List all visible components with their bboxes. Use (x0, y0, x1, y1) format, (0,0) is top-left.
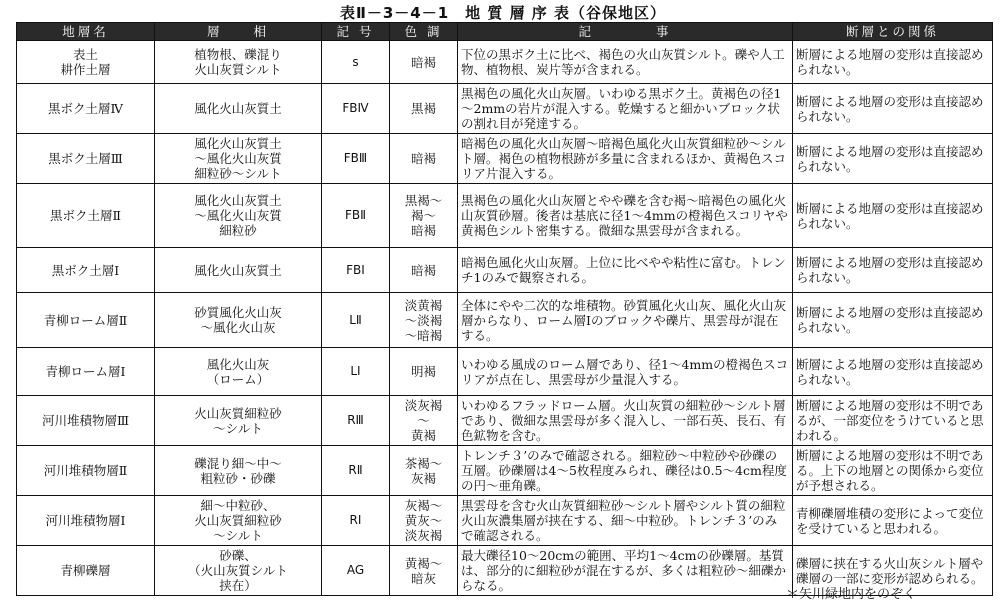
layer-fault: 断層による地層の変形は不明である。上下の地層との関係から変位が予想される。 (793, 446, 993, 496)
table-row (17, 248, 993, 293)
table-row (17, 396, 993, 446)
table-row (17, 41, 993, 84)
table-title: 表Ⅱ－3－4－1 地 質 層 序 表（谷保地区） (339, 4, 667, 22)
layer-fault: 断層による地層の変形は直接認められない。 (793, 184, 993, 248)
layer-name: 青柳ローム層Ⅰ (17, 348, 155, 396)
layer-facies: 植物根、礫混り 火山灰質シルト (155, 41, 322, 84)
layer-symbol: RⅡ (322, 446, 390, 496)
table-row (17, 293, 993, 348)
layer-color: 淡灰褐 ～ 黄褐 (390, 396, 458, 446)
header-color: 色 調 (390, 23, 458, 41)
layer-symbol: FBⅡ (322, 184, 390, 248)
layer-symbol: LⅡ (322, 293, 390, 348)
header-symbol: 記 号 (322, 23, 390, 41)
layer-symbol: RⅢ (322, 396, 390, 446)
layer-description: 黒褐色の風化火山灰層とやや礫を含む褐～暗褐色の風化火山灰質砂層。後者は基底に径1～4mmの橙褐色スコリヤや黄褐色シルト密集する。微細な黒雲母が含まれる。 (458, 184, 793, 248)
layer-symbol: FBⅣ (322, 84, 390, 134)
layer-name: 青柳ローム層Ⅱ (17, 293, 155, 348)
layer-fault: 青柳礫層堆積の変形によって変位を受けていると思われる。 (793, 496, 993, 546)
layer-description: 暗褐色風化火山灰層。上位に比べやや粘性に富む。トレンチ1のみで観察される。 (458, 248, 793, 293)
layer-color: 暗褐 (390, 41, 458, 84)
layer-name: 青柳礫層 (17, 546, 155, 596)
header-row (17, 23, 993, 41)
layer-facies: 砂質風化火山灰 ～風化火山灰 (155, 293, 322, 348)
table-row (17, 446, 993, 496)
layer-color: 灰褐～ 黄灰～ 淡灰褐 (390, 496, 458, 546)
layer-fault: 断層による地層の変形は直接認められない。 (793, 84, 993, 134)
footnote: ＊矢川緑地内をのぞく (785, 587, 916, 602)
table-row (17, 496, 993, 546)
table-row (17, 348, 993, 396)
layer-color: 淡黄褐 ～淡褐 ～暗褐 (390, 293, 458, 348)
layer-description: 黒褐色の風化火山灰層。いわゆる黒ボク土。黄褐色の径1～2mmの岩片が混入する。乾燥すると細かいブロック状の割れ目が発達する。 (458, 84, 793, 134)
layer-name: 表土 耕作土層 (17, 41, 155, 84)
layer-fault: 断層による地層の変形は直接認められない。 (793, 248, 993, 293)
layer-name: 河川堆積物層Ⅰ (17, 496, 155, 546)
layer-description: 暗褐色の風化火山灰層～暗褐色風化火山灰質細粒砂～シルト層。褐色の植物根跡が多量に含まれるほか、黄褐色スコリア片混入する。 (458, 134, 793, 184)
layer-symbol: RⅠ (322, 496, 390, 546)
layer-description: 全体にやや二次的な堆積物。砂質風化火山灰、風化火山灰層からなり、ローム層Ⅰのブロックや礫片、黒雲母が混在する。 (458, 293, 793, 348)
layer-description: 黒雲母を含む火山灰質細粒砂～シルト層やシルト質の細粒火山灰濃集層が挟在する、細～中粒砂。トレンチ３’のみで確認される。 (458, 496, 793, 546)
layer-description: いわゆる風成のローム層であり、径1～4mmの橙褐色スコリアが点在し、黒雲母が少量混入する。 (458, 348, 793, 396)
layer-facies: 風化火山灰質土 ～風化火山灰質 細粒砂 (155, 184, 322, 248)
layer-fault: 礫層に挟在する火山灰シルト層や礫層の一部に変形が認められる。 (793, 546, 993, 596)
header-name: 地層名 (17, 23, 155, 41)
layer-facies: 風化火山灰質土 ～風化火山灰質 細粒砂～シルト (155, 134, 322, 184)
layer-color: 黒褐～ 褐～ 暗褐 (390, 184, 458, 248)
layer-facies: 細～中粒砂、 火山灰質細粒砂 ～シルト (155, 496, 322, 546)
layer-name: 黒ボク土層Ⅰ (17, 248, 155, 293)
layer-color: 茶褐～ 灰褐 (390, 446, 458, 496)
layer-color: 黒褐 (390, 84, 458, 134)
layer-description: 下位の黒ボク土に比べ、褐色の火山灰質シルト。礫や人工物、植物根、炭片等が含まれる。 (458, 41, 793, 84)
layer-name: 河川堆積物層Ⅲ (17, 396, 155, 446)
layer-color: 暗褐 (390, 134, 458, 184)
layer-symbol: FBⅠ (322, 248, 390, 293)
table-row (17, 84, 993, 134)
layer-facies: 礫混り細～中～ 粗粒砂・砂礫 (155, 446, 322, 496)
layer-fault: 断層による地層の変形は直接認められない。 (793, 134, 993, 184)
header-description: 記 事 (458, 23, 793, 41)
layer-fault: 断層による地層の変形は直接認められない。 (793, 41, 993, 84)
layer-name: 黒ボク土層Ⅳ (17, 84, 155, 134)
header-facies: 層 相 (155, 23, 322, 41)
layer-fault: 断層による地層の変形は不明であるが、一部変位をうけていると思われる。 (793, 396, 993, 446)
table-row (17, 134, 993, 184)
layer-symbol: AG (322, 546, 390, 596)
layer-facies: 火山灰質細粒砂 ～シルト (155, 396, 322, 446)
layer-color: 暗褐 (390, 248, 458, 293)
header-fault: 断層との関係 (793, 23, 993, 41)
stratigraphy-table (16, 22, 993, 596)
layer-color: 黄褐～ 暗灰 (390, 546, 458, 596)
layer-fault: 断層による地層の変形は直接認められない。 (793, 293, 993, 348)
layer-facies: 風化火山灰質土 (155, 248, 322, 293)
layer-name: 黒ボク土層Ⅲ (17, 134, 155, 184)
layer-symbol: LⅠ (322, 348, 390, 396)
layer-color: 明褐 (390, 348, 458, 396)
layer-name: 河川堆積物層Ⅱ (17, 446, 155, 496)
layer-facies: 風化火山灰 （ローム） (155, 348, 322, 396)
layer-symbol: s (322, 41, 390, 84)
layer-facies: 風化火山灰質土 (155, 84, 322, 134)
layer-description: いわゆるフラッドローム層。火山灰質の細粒砂～シルト層であり、微細な黒雲母が多く混入し、一部石英、長石、有色鉱物を含む。 (458, 396, 793, 446)
layer-description: トレンチ３’のみで確認される。細粒砂～中粒砂や砂礫の互層。砂礫層は4～5枚程度みられ、礫径は0.5～4cm程度の円～亜角礫。 (458, 446, 793, 496)
layer-symbol: FBⅢ (322, 134, 390, 184)
layer-fault: 断層による地層の変形は直接認められない。 (793, 348, 993, 396)
layer-facies: 砂礫、 （火山灰質シルト 挟在） (155, 546, 322, 596)
layer-name: 黒ボク土層Ⅱ (17, 184, 155, 248)
table-row (17, 184, 993, 248)
layer-description: 最大礫径10～20cmの範囲、平均1～4cmの砂礫層。基質は、部分的に細粒砂が混在するが、多くは粗粒砂～細礫からなる。 (458, 546, 793, 596)
